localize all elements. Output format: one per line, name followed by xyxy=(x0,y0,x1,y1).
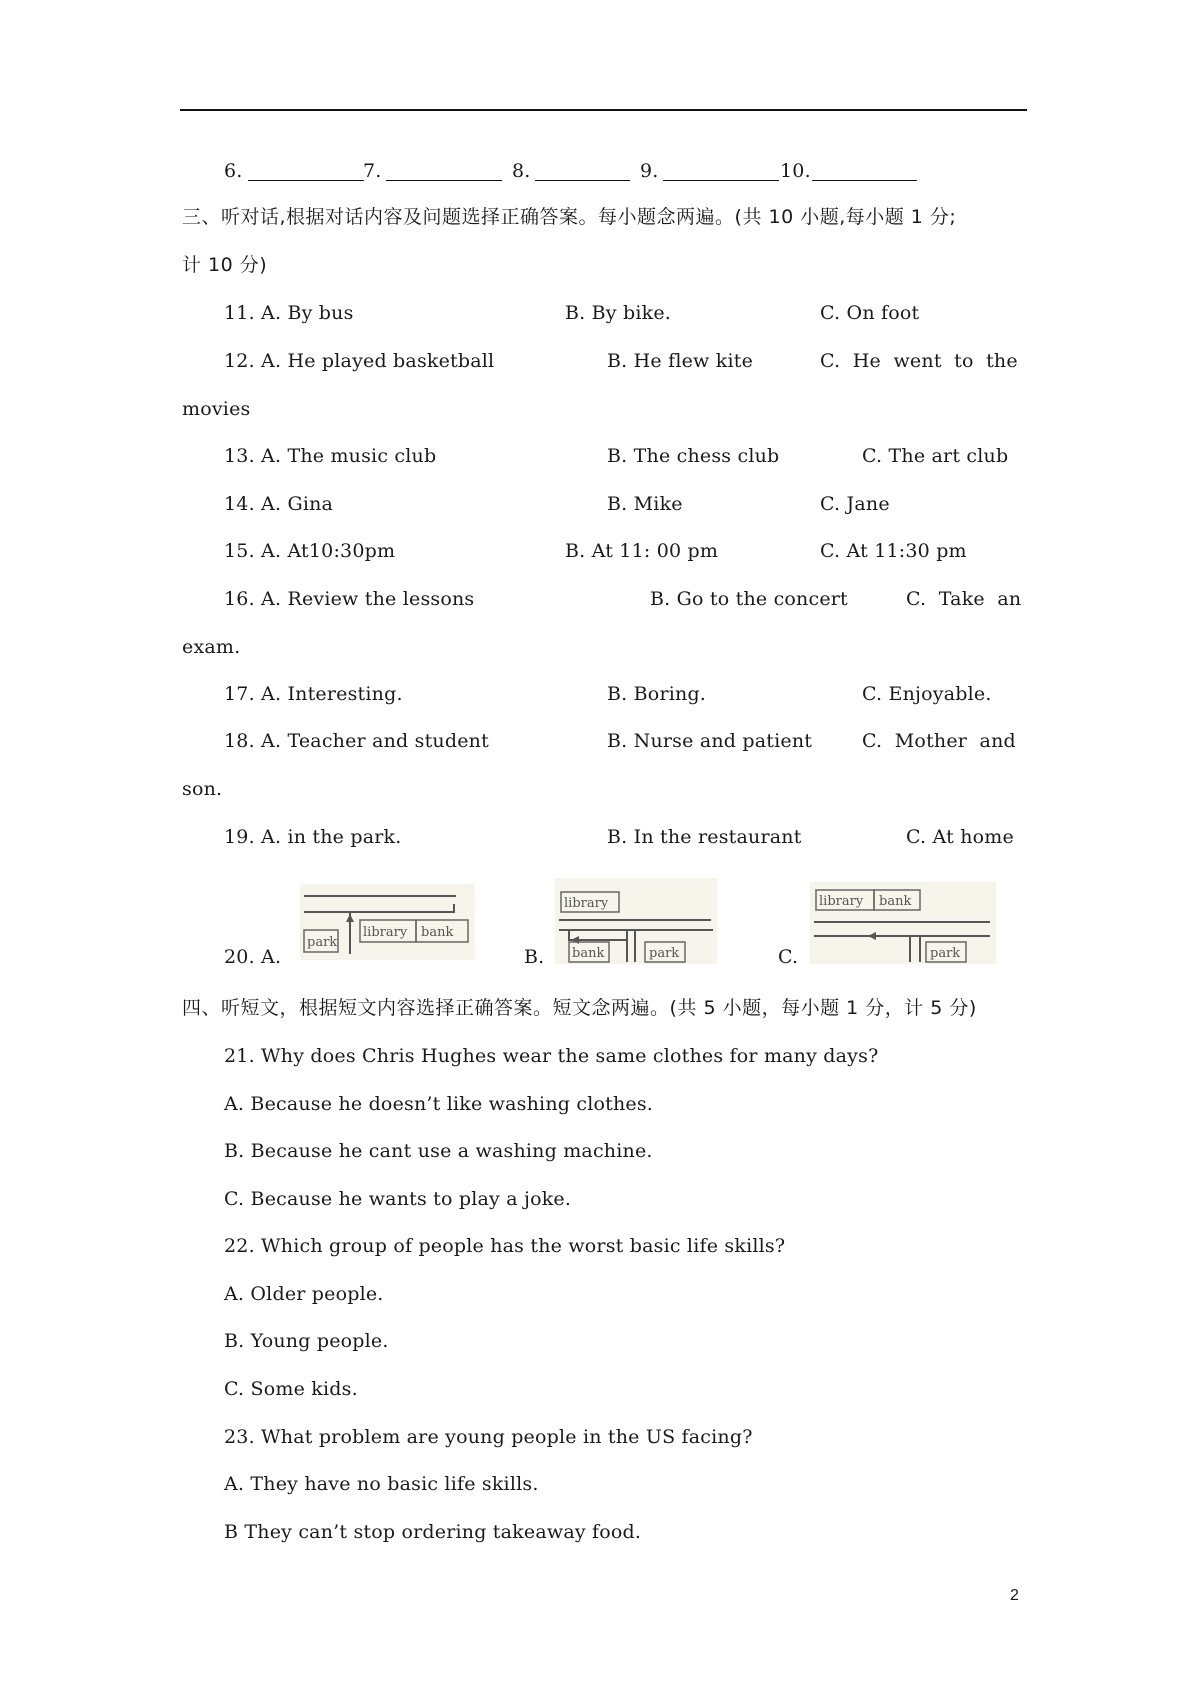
q12-option-a[interactable]: 12. A. He played basketball xyxy=(224,350,495,372)
q15-option-c[interactable]: C. At 11:30 pm xyxy=(820,540,967,562)
q20-map-image-b[interactable] xyxy=(555,878,717,964)
blank-line-8[interactable] xyxy=(535,180,630,181)
q17-option-b[interactable]: B. Boring. xyxy=(607,683,707,705)
q12-option-b[interactable]: B. He flew kite xyxy=(607,350,754,372)
q20b-library-label: library xyxy=(564,896,609,911)
q11-option-b[interactable]: B. By bike. xyxy=(565,302,672,324)
q22-option-a[interactable]: A. Older people. xyxy=(224,1283,384,1305)
q18-option-c[interactable]: C. Mother and xyxy=(862,730,1016,752)
q16-option-c[interactable]: C. Take an xyxy=(906,588,1022,610)
section3-heading-cont: 计 10 分) xyxy=(182,254,268,276)
blank-line-10[interactable] xyxy=(812,180,917,181)
q20-option-b[interactable]: B. xyxy=(524,946,545,968)
blank-line-9[interactable] xyxy=(663,180,779,181)
q11-option-a[interactable]: 11. A. By bus xyxy=(224,302,354,324)
q18-option-a[interactable]: 18. A. Teacher and student xyxy=(224,730,489,752)
q13-option-c[interactable]: C. The art club xyxy=(862,445,1009,467)
blank-label-6: 6. xyxy=(224,160,243,182)
blank-line-6[interactable] xyxy=(248,180,364,181)
q20b-park-label: park xyxy=(649,946,680,961)
q20-option-a[interactable]: 20. A. xyxy=(224,946,282,968)
q16-option-c-cont: exam. xyxy=(182,636,241,658)
q15-option-b[interactable]: B. At 11: 00 pm xyxy=(565,540,719,562)
q17-option-c[interactable]: C. Enjoyable. xyxy=(862,683,992,705)
q20a-park-label: park xyxy=(307,935,338,950)
q20c-library-label: library xyxy=(819,894,864,909)
q20-map-image-a[interactable] xyxy=(300,884,475,960)
q13-option-a[interactable]: 13. A. The music club xyxy=(224,445,437,467)
q19-option-b[interactable]: B. In the restaurant xyxy=(607,826,802,848)
q21-option-c[interactable]: C. Because he wants to play a joke. xyxy=(224,1188,572,1210)
q20c-park-label: park xyxy=(930,946,961,961)
q20a-library-label: library xyxy=(363,925,408,940)
blank-label-8: 8. xyxy=(512,160,531,182)
q23-option-a[interactable]: A. They have no basic life skills. xyxy=(224,1473,539,1495)
q23-option-b[interactable]: B They can’t stop ordering takeaway food. xyxy=(224,1521,642,1543)
q16-option-a[interactable]: 16. A. Review the lessons xyxy=(224,588,475,610)
q21-option-b[interactable]: B. Because he cant use a washing machine. xyxy=(224,1140,653,1162)
q17-option-a[interactable]: 17. A. Interesting. xyxy=(224,683,403,705)
q12-option-c-cont: movies xyxy=(182,398,251,420)
page-number: 2 xyxy=(1010,1587,1019,1604)
q12-option-c[interactable]: C. He went to the xyxy=(820,350,1018,372)
q20-map-image-c[interactable] xyxy=(810,882,996,964)
blank-label-7: 7. xyxy=(363,160,382,182)
q20-option-c[interactable]: C. xyxy=(778,946,799,968)
q18-option-c-cont: son. xyxy=(182,778,223,800)
question-21-text: 21. Why does Chris Hughes wear the same clothes for many days? xyxy=(224,1045,879,1067)
q18-option-b[interactable]: B. Nurse and patient xyxy=(607,730,813,752)
q19-option-a[interactable]: 19. A. in the park. xyxy=(224,826,402,848)
q19-option-c[interactable]: C. At home xyxy=(906,826,1014,848)
q14-option-b[interactable]: B. Mike xyxy=(607,493,683,515)
q13-option-b[interactable]: B. The chess club xyxy=(607,445,780,467)
q14-option-a[interactable]: 14. A. Gina xyxy=(224,493,334,515)
q14-option-c[interactable]: C. Jane xyxy=(820,493,890,515)
q11-option-c[interactable]: C. On foot xyxy=(820,302,920,324)
q16-option-b[interactable]: B. Go to the concert xyxy=(650,588,848,610)
header-rule xyxy=(180,109,1027,111)
question-22-text: 22. Which group of people has the worst basic life skills? xyxy=(224,1235,786,1257)
q15-option-a[interactable]: 15. A. At10:30pm xyxy=(224,540,396,562)
q20b-bank-label: bank xyxy=(572,946,605,961)
q21-option-a[interactable]: A. Because he doesn’t like washing clothes. xyxy=(224,1093,654,1115)
q20c-bank-label: bank xyxy=(879,894,912,909)
question-23-text: 23. What problem are young people in the US facing? xyxy=(224,1426,753,1448)
q22-option-c[interactable]: C. Some kids. xyxy=(224,1378,358,1400)
q22-option-b[interactable]: B. Young people. xyxy=(224,1330,389,1352)
q20a-bank-label: bank xyxy=(421,925,454,940)
section4-heading: 四、听短文，根据短文内容选择正确答案。短文念两遍。(共 5 小题，每小题 1 分，计 5 分) xyxy=(182,997,977,1019)
blank-label-9: 9. xyxy=(640,160,659,182)
section3-heading: 三、听对话,根据对话内容及问题选择正确答案。每小题念两遍。(共 10 小题,每小题 1 分; xyxy=(182,206,957,228)
blank-line-7[interactable] xyxy=(386,180,502,181)
blank-label-10: 10. xyxy=(780,160,811,182)
